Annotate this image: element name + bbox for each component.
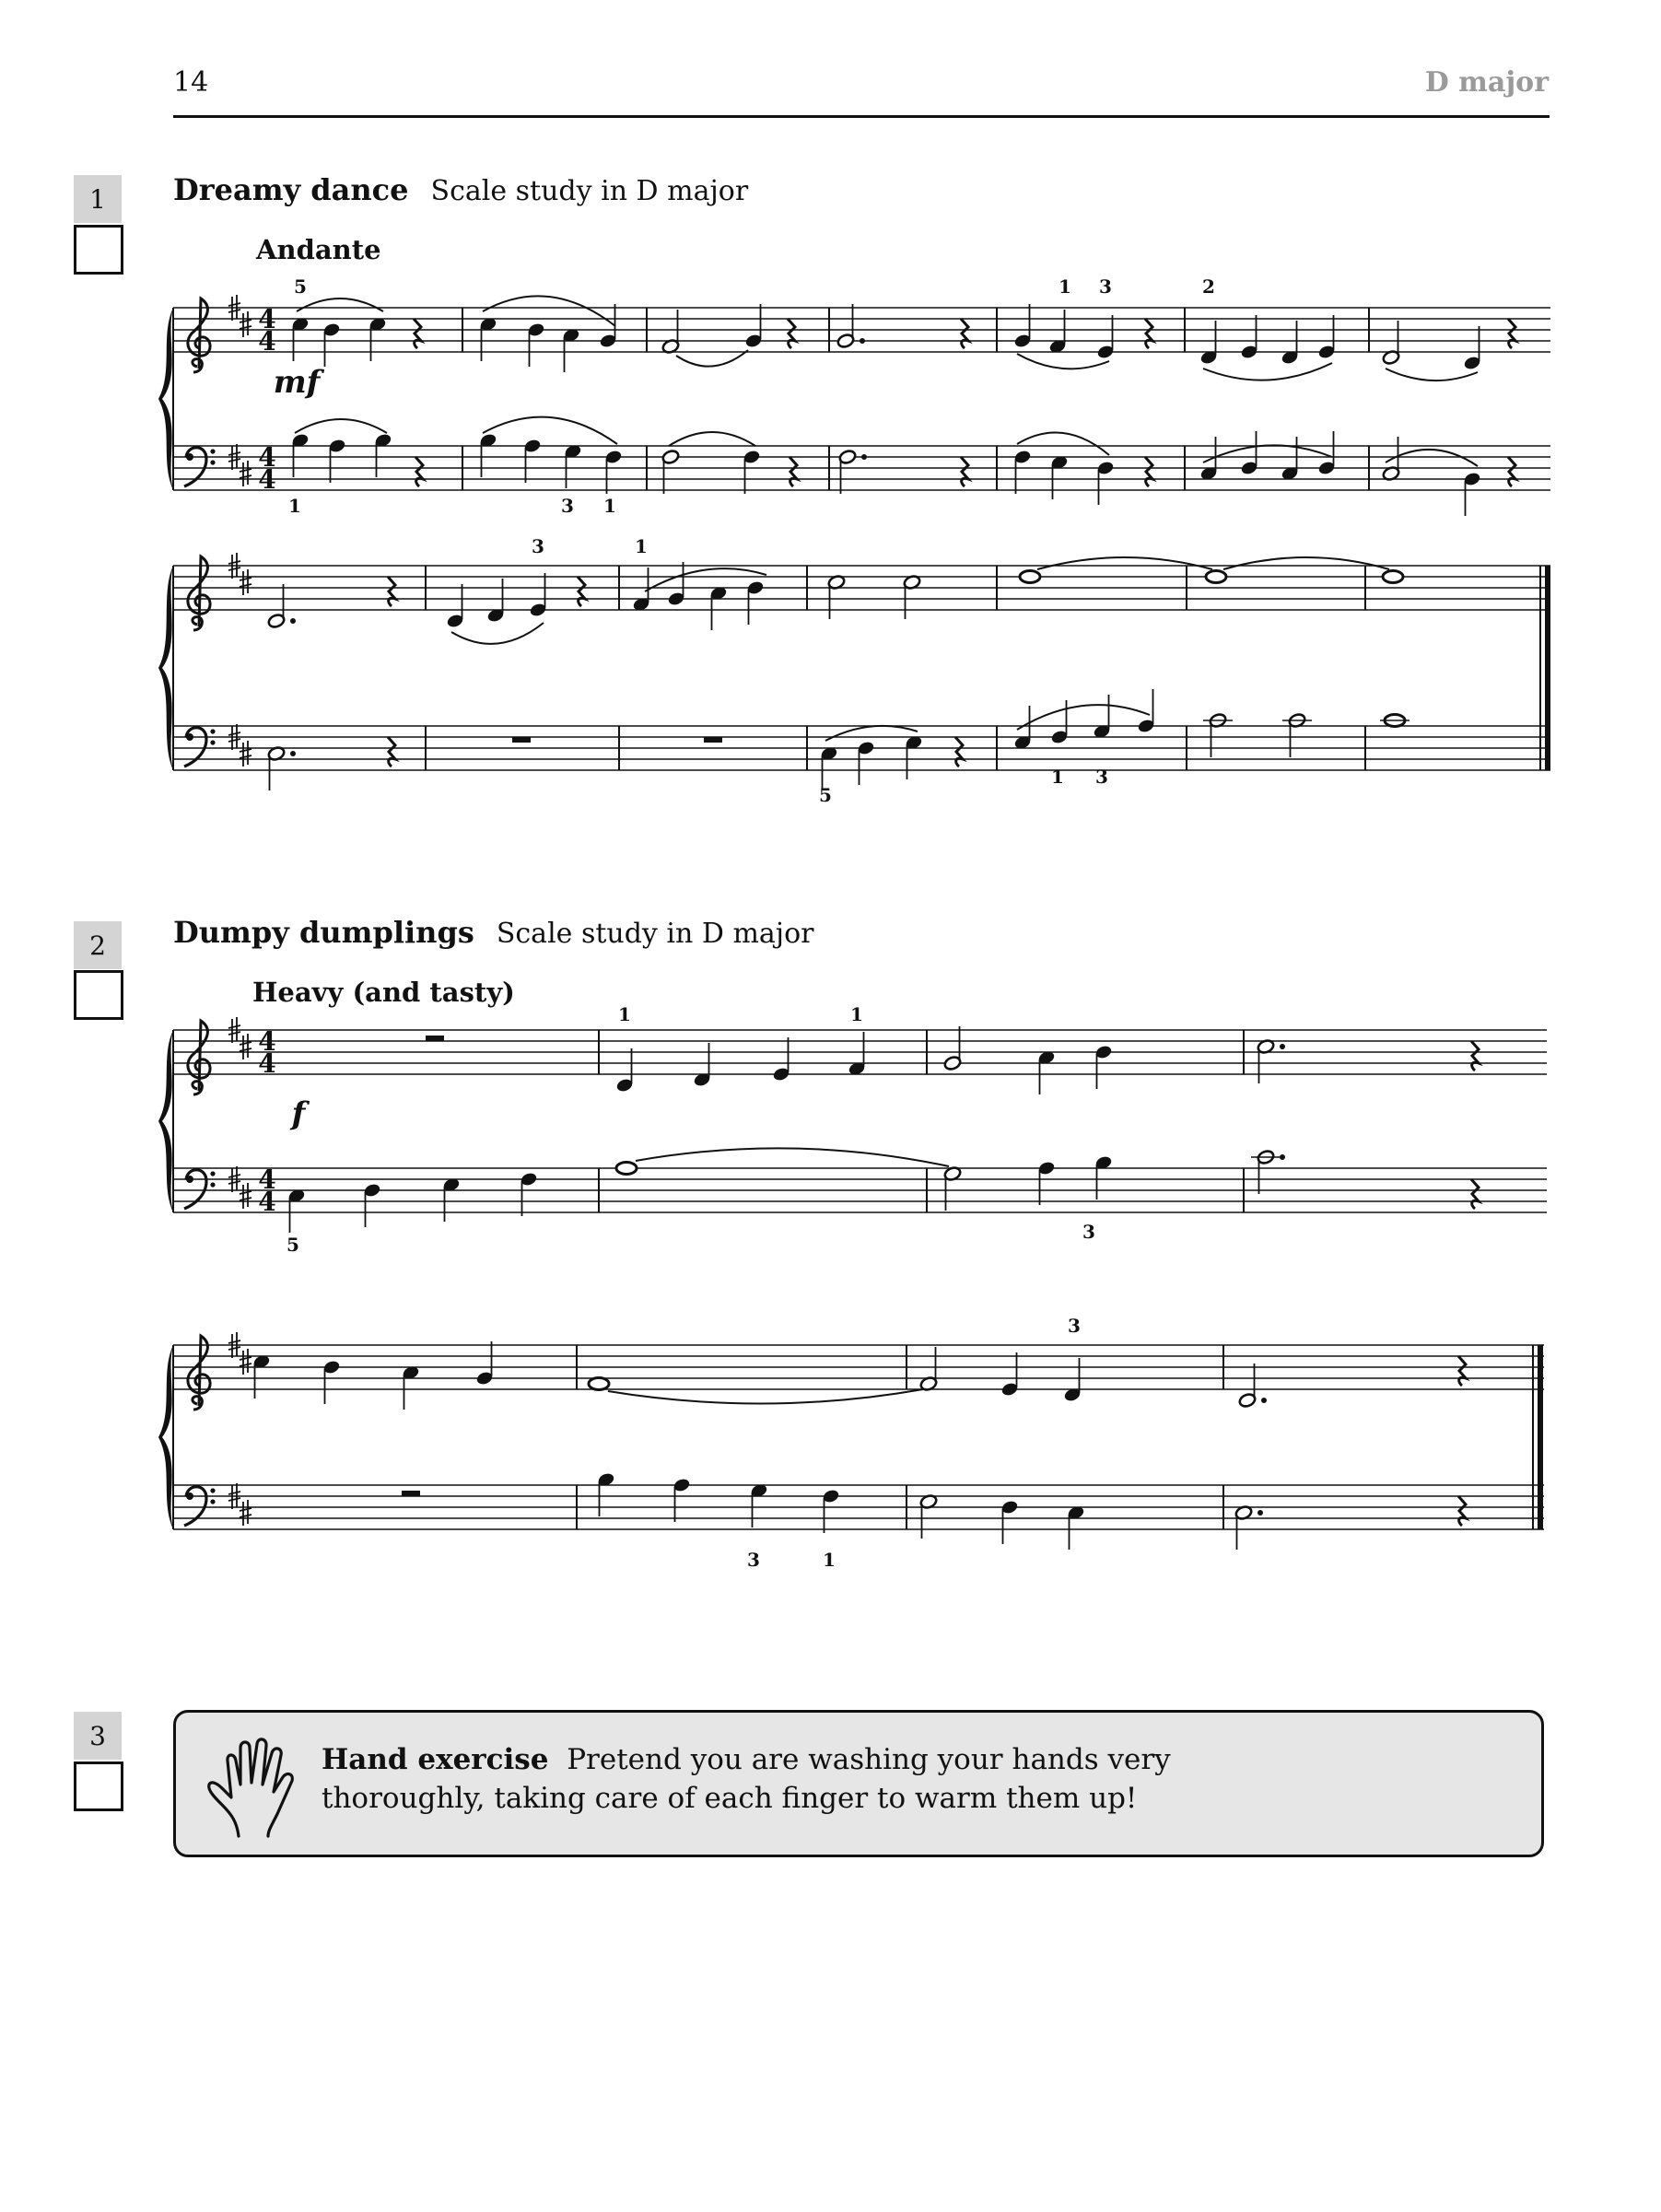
note [529, 573, 547, 618]
sharp-icon [240, 311, 251, 337]
note [1463, 326, 1481, 371]
augmentation-dot [290, 751, 296, 756]
treble-clef-icon [188, 1336, 210, 1410]
note [322, 322, 341, 367]
slur [636, 1148, 949, 1166]
whole-note [616, 1163, 637, 1175]
note [1048, 310, 1067, 355]
bass-clef-dot [210, 449, 215, 453]
slur [1017, 354, 1109, 369]
note [1096, 315, 1115, 360]
note [374, 432, 392, 477]
note [661, 310, 680, 355]
note [1240, 315, 1258, 360]
section-title: D major [1424, 66, 1549, 99]
hand-exercise-line2: thoroughly, taking care of each finger to warm them up! [322, 1782, 1138, 1815]
page-number: 14 [173, 66, 209, 99]
note [1013, 706, 1032, 751]
quarter-rest-icon [388, 577, 395, 606]
dynamic-marking: mf [273, 364, 321, 401]
whole-rest-icon [512, 737, 531, 743]
fingering: 5 [819, 784, 832, 806]
whole-rest-icon [402, 1491, 420, 1496]
exercise-checkbox[interactable] [74, 1761, 123, 1811]
note [1094, 1154, 1113, 1200]
note [442, 1176, 461, 1222]
fingering: 5 [287, 1234, 299, 1256]
quarter-rest-icon [961, 319, 968, 348]
note [661, 449, 680, 494]
piece-subtitle: Scale study in D major [496, 918, 814, 950]
sharp-icon [240, 741, 251, 767]
fingering: 2 [1202, 275, 1215, 298]
quarter-rest-icon [961, 457, 968, 486]
note [1013, 449, 1032, 494]
fingering: 1 [850, 1003, 863, 1025]
note [1096, 460, 1115, 505]
sharp-icon [240, 1349, 251, 1375]
note [291, 432, 310, 477]
bass-clef-icon [184, 1487, 206, 1526]
note [1257, 1038, 1275, 1083]
slur [1386, 369, 1478, 380]
augmentation-dot [1257, 1510, 1263, 1516]
note [1317, 315, 1336, 360]
note [604, 449, 623, 494]
augmentation-dot [860, 338, 865, 344]
quarter-rest-icon [1471, 1041, 1479, 1071]
note [523, 438, 542, 483]
bass-clef-dot [210, 740, 215, 744]
bass-clef-dot [186, 733, 193, 741]
brace [158, 1030, 173, 1212]
slur [825, 726, 918, 741]
note [1281, 437, 1299, 482]
quarter-rest-icon [1471, 1179, 1479, 1209]
slur [669, 432, 755, 446]
note [1288, 712, 1306, 757]
bass-clef-icon [184, 1170, 206, 1209]
note [564, 443, 582, 488]
note [479, 316, 497, 361]
note [750, 1482, 768, 1527]
time-signature-top: 4 [258, 304, 276, 334]
brace [158, 566, 173, 770]
note [903, 574, 921, 619]
note [1093, 695, 1111, 740]
hand-exercise-text [322, 1740, 1473, 1818]
note [943, 1165, 962, 1211]
note [919, 1493, 938, 1539]
quarter-rest-icon [1458, 1356, 1466, 1386]
augmentation-dot [1261, 1398, 1267, 1403]
note [822, 1488, 840, 1533]
exercise-number: 1 [74, 175, 122, 223]
note [615, 1048, 634, 1094]
whole-rest-icon [704, 737, 722, 743]
note [1037, 1160, 1056, 1205]
whole-note [1383, 571, 1403, 583]
whole-note [1206, 571, 1226, 583]
fingering: 5 [294, 275, 307, 298]
note [1037, 1049, 1056, 1094]
exercise-number: 3 [74, 1712, 122, 1760]
bass-clef-icon [184, 728, 206, 767]
slur [1017, 433, 1109, 456]
fingering: 3 [747, 1549, 760, 1571]
note [322, 1359, 341, 1404]
treble-clef-icon [188, 1021, 210, 1094]
time-signature-bottom: 4 [258, 464, 276, 495]
augmentation-dot [290, 618, 296, 624]
fingering: 1 [618, 1003, 631, 1025]
note [1382, 321, 1400, 366]
note [1000, 1352, 1019, 1398]
note [827, 574, 846, 619]
fingering: 1 [1051, 766, 1064, 788]
quarter-rest-icon [1508, 457, 1515, 486]
note [1067, 1504, 1085, 1550]
sharp-icon [240, 1183, 251, 1209]
note [597, 1471, 615, 1516]
note [1209, 712, 1227, 757]
slur [483, 296, 615, 326]
sharp-icon [240, 1034, 251, 1059]
slur [451, 623, 544, 644]
score-root [158, 275, 1550, 1571]
note [1317, 431, 1336, 476]
treble-clef-icon [188, 298, 210, 372]
fingering: 1 [1059, 275, 1071, 298]
note [479, 432, 497, 477]
note [1050, 454, 1069, 499]
note [919, 1347, 938, 1392]
bass-clef-dot [210, 1499, 215, 1504]
note [291, 316, 310, 361]
fingering: 3 [1095, 766, 1108, 788]
note [772, 1037, 790, 1083]
quarter-rest-icon [414, 319, 421, 348]
whole-note [1020, 571, 1040, 583]
note [943, 1026, 962, 1071]
slur [295, 419, 387, 433]
note [328, 438, 346, 483]
note [743, 449, 761, 494]
time-signature-top: 4 [258, 1165, 276, 1195]
quarter-rest-icon [1508, 319, 1515, 348]
slur [608, 1389, 923, 1404]
note [1238, 1363, 1257, 1409]
time-signature-bottom: 4 [258, 1187, 276, 1217]
quarter-rest-icon [790, 457, 797, 486]
note [1281, 321, 1299, 366]
slur [1386, 450, 1478, 466]
bass-clef-dot [210, 729, 215, 733]
fingering: 1 [823, 1549, 836, 1571]
note [1063, 1358, 1082, 1403]
dynamic-marking: f [291, 1095, 306, 1132]
note [1050, 700, 1069, 745]
augmentation-dot [861, 454, 867, 460]
time-signature-top: 4 [258, 442, 276, 473]
slur [483, 417, 617, 444]
note [838, 449, 857, 494]
quarter-rest-icon [1145, 457, 1152, 486]
note [267, 584, 286, 629]
bass-clef-icon [184, 448, 206, 486]
quarter-rest-icon [388, 737, 395, 767]
piece-title-main: Dreamy dance [173, 172, 409, 207]
note [836, 304, 855, 349]
note [252, 1353, 271, 1399]
note [446, 584, 464, 629]
brace [158, 1345, 173, 1529]
whole-note [589, 1378, 609, 1390]
bass-clef-dot [210, 460, 215, 464]
note [1234, 1504, 1253, 1550]
note [267, 745, 286, 790]
note [287, 1188, 306, 1233]
note [562, 327, 580, 372]
time-signature-top: 4 [258, 1026, 276, 1057]
note [486, 579, 505, 624]
note [693, 1043, 711, 1088]
note [368, 316, 387, 361]
bass-clef-dot [186, 1492, 193, 1500]
quarter-rest-icon [415, 457, 423, 486]
fingering: 3 [1068, 1315, 1081, 1337]
time-signature-bottom: 4 [258, 326, 276, 357]
sharp-icon [240, 1500, 251, 1526]
note [1240, 431, 1258, 476]
note [746, 579, 765, 625]
note [673, 1477, 691, 1522]
piece-subtitle: Scale study in D major [430, 175, 749, 207]
note [1463, 471, 1481, 516]
note [402, 1364, 420, 1410]
fingering: 3 [1099, 275, 1112, 298]
fingering: 1 [603, 495, 616, 517]
note [520, 1171, 538, 1216]
bass-clef-dot [210, 1171, 215, 1176]
exercise-number: 2 [74, 921, 122, 969]
tempo-marking: Andante [256, 234, 381, 265]
slur [1203, 445, 1332, 462]
fingering: 1 [635, 535, 648, 557]
note [1257, 1149, 1275, 1194]
whole-rest-icon [426, 1036, 444, 1041]
slur [1203, 363, 1332, 380]
hand-exercise-line1: Pretend you are washing your hands very [567, 1743, 1171, 1776]
time-signature-bottom: 4 [258, 1048, 276, 1079]
note [905, 734, 923, 779]
hand-exercise-title: Hand exercise [322, 1743, 549, 1776]
hand-icon [204, 1733, 305, 1840]
sharp-icon [240, 569, 251, 595]
treble-clef-icon [188, 556, 210, 630]
note [1199, 321, 1218, 366]
bass-clef-dot [210, 1488, 215, 1492]
fingering: 3 [561, 495, 574, 517]
piece-title-main: Dumpy dumplings [173, 915, 474, 950]
quarter-rest-icon [788, 319, 795, 348]
note [667, 562, 685, 607]
slur [297, 298, 383, 311]
note [1000, 1499, 1019, 1544]
note [709, 585, 728, 630]
fingering: 3 [1082, 1221, 1095, 1243]
fingering: 3 [532, 535, 544, 557]
note [857, 740, 875, 785]
note [527, 322, 545, 367]
fingering: 1 [288, 495, 301, 517]
bass-clef-dot [186, 1176, 193, 1183]
note [1094, 1044, 1113, 1089]
note [1013, 304, 1032, 349]
quarter-rest-icon [1145, 319, 1152, 348]
quarter-rest-icon [955, 737, 963, 767]
tempo-marking: Heavy (and tasty) [252, 977, 515, 1008]
bass-clef-dot [210, 1182, 215, 1187]
quarter-rest-icon [1458, 1496, 1466, 1526]
brace [158, 308, 173, 490]
note [848, 1032, 866, 1077]
note [744, 304, 763, 349]
note [363, 1182, 381, 1227]
quarter-rest-icon [578, 577, 585, 606]
note [475, 1341, 494, 1387]
sharp-icon [240, 461, 251, 486]
bass-clef-dot [186, 453, 193, 461]
augmentation-dot [1280, 1044, 1285, 1049]
hand-exercise-box [173, 1710, 1544, 1857]
